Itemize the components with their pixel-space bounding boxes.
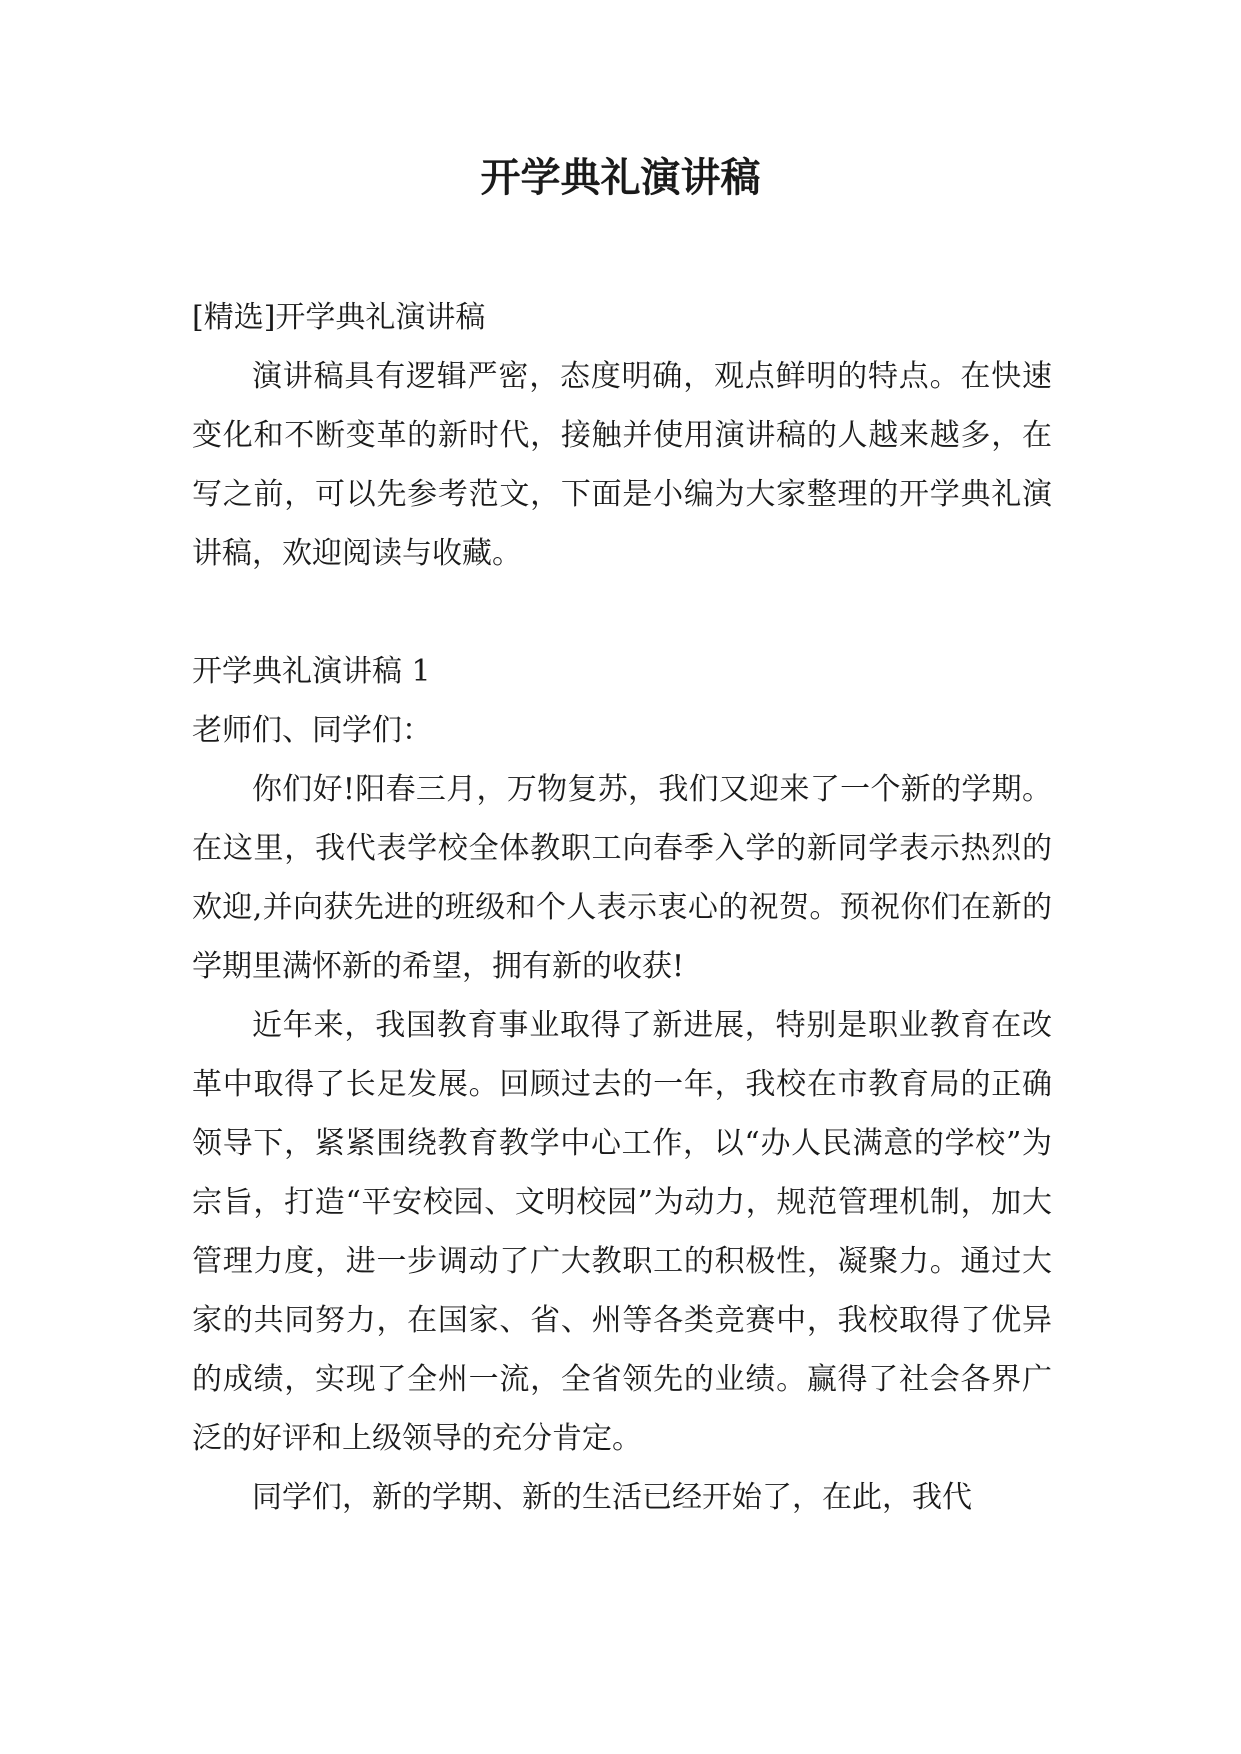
document-title: 开学典礼演讲稿 bbox=[480, 154, 761, 201]
salutation: 老师们、同学们： bbox=[192, 713, 432, 748]
body-paragraph: 同学们，新的学期、新的生活已经开始了，在此，我代 bbox=[252, 1480, 972, 1515]
document-body bbox=[192, 288, 1052, 1527]
blank-line bbox=[192, 583, 1052, 642]
body-paragraph: 近年来，我国教育事业取得了新进展，特别是职业教育在改革中取得了长足发展。回顾过去的一年，我校在市教育局的正确领导下，紧紧围绕教育教学中心工作，以“办人民满意的学校”为宗旨，打造“平安校园、文明校园”为动力，规范管理机制，加大管理力度，进一步调动了广大教职工的积极性，凝聚力。通过大家的共同努力，在国家、省、州等各类竞赛中，我校取得了优异的成绩，实现了全州一流，全省领先的业绩。赢得了社会各界广泛的好评和上级领导的充分肯定。 bbox=[192, 1008, 1052, 1456]
document-subtitle: [精选]开学典礼演讲稿 bbox=[192, 300, 486, 335]
body-paragraph: 你们好!阳春三月，万物复苏，我们又迎来了一个新的学期。在这里，我代表学校全体教职工向春季入学的新同学表示热烈的欢迎,并向获先进的班级和个人表示衷心的祝贺。预祝你们在新的学期里满怀新的希望，拥有新的收获! bbox=[192, 772, 1052, 984]
intro-paragraph: 演讲稿具有逻辑严密，态度明确，观点鲜明的特点。在快速变化和不断变革的新时代，接触并使用演讲稿的人越来越多，在写之前，可以先参考范文，下面是小编为大家整理的开学典礼演讲稿，欢迎阅读与收藏。 bbox=[192, 359, 1052, 571]
section-heading: 开学典礼演讲稿 1 bbox=[192, 654, 431, 689]
